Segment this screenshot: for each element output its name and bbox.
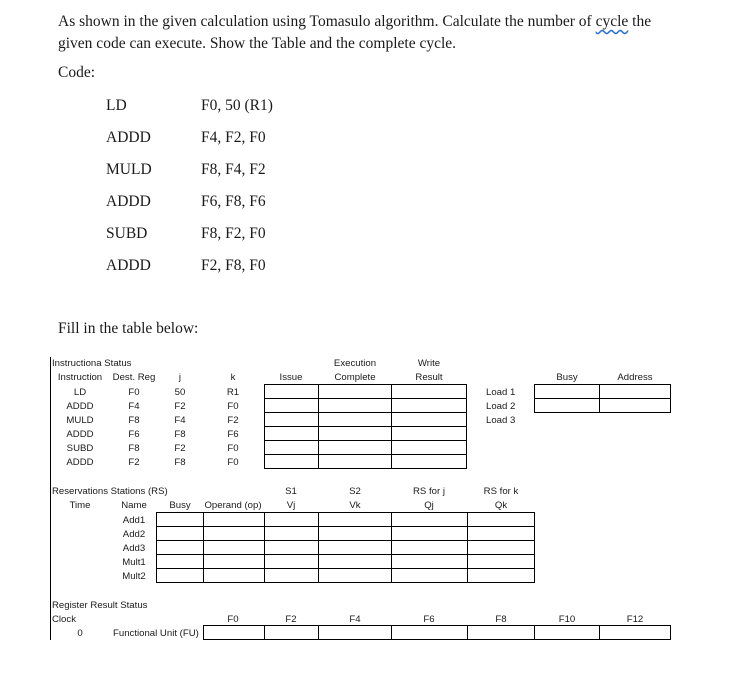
grid-divider [391,512,392,583]
clock-label: Clock [52,614,76,625]
instr-dest: F2 [128,457,140,468]
code-args: F8, F4, F2 [201,161,266,178]
write-header-bottom: Result [415,372,443,383]
grid-divider [467,625,468,640]
functional-unit-label: Functional Unit (FU) [113,628,199,639]
question-text: As shown in the given calculation using Tomasulo algorithm. Calculate the number of [58,13,596,30]
grid-divider [534,625,535,640]
rs-name: Mult1 [122,557,146,568]
grid-divider [318,625,319,640]
register-header: F8 [495,614,507,625]
grid-divider [599,625,600,640]
spellcheck-underlined-word: cycle [595,13,629,30]
instr-j: F2 [174,443,186,454]
grid-divider [391,625,392,640]
grid-divider [318,512,319,583]
register-result-title: Register Result Status [52,600,148,611]
code-args: F0, 50 (R1) [201,97,273,114]
instr-dest: F8 [128,443,140,454]
clock-value: 0 [77,628,83,639]
rs-name: Add2 [122,529,146,540]
rsk-header-top: RS for k [483,486,519,497]
instr-j: F2 [174,401,186,412]
busy-header: Busy [169,500,191,511]
instr-name: SUBD [66,443,94,454]
code-op: MULD [106,161,152,178]
code-args: F8, F2, F0 [201,225,266,242]
k-header: k [230,372,236,383]
instruction-status-title: Instructiona Status [52,358,132,369]
reservation-stations-title: Reservations Stations (RS) [52,486,168,497]
instr-k: F6 [227,429,239,440]
code-op: ADDD [106,129,151,146]
load-address-header: Address [617,372,653,383]
instr-j: F8 [174,429,186,440]
name-header: Name [121,500,147,511]
rsj-header-top: RS for j [413,486,445,497]
register-header: F6 [423,614,435,625]
rs-name: Add3 [122,543,146,554]
s1-header-top: S1 [285,486,297,497]
load-buffer-label: Load 1 [486,387,516,398]
register-header: F12 [626,614,644,625]
instruction-header: Instruction [57,372,103,383]
issue-header: Issue [279,372,303,383]
grid-divider [264,512,265,583]
rs-name: Mult2 [122,571,146,582]
instr-name: ADDD [66,401,94,412]
code-args: F2, F8, F0 [201,257,266,274]
grid-row-line [156,540,535,541]
instr-dest: F8 [128,415,140,426]
grid-row-line [264,398,467,399]
load-buffer-label: Load 3 [486,415,516,426]
exec-header-bottom: Complete [334,372,376,383]
code-op: SUBD [106,225,148,242]
instr-dest: F6 [128,429,140,440]
register-header: F10 [558,614,576,625]
instr-dest: F4 [128,401,140,412]
instr-name: MULD [66,415,94,426]
j-header: j [178,372,182,383]
instr-j: F8 [174,457,186,468]
code-args: F4, F2, F0 [201,129,266,146]
instr-j: F4 [174,415,186,426]
reservation-stations-grid[interactable] [156,512,535,583]
instr-k: F0 [227,457,239,468]
write-header-top: Write [417,358,441,369]
qj-header: Qj [424,500,434,511]
question-line-1 [58,11,651,33]
instr-k: R1 [226,387,240,398]
grid-row-line [156,554,535,555]
register-header: F0 [227,614,239,625]
grid-row-line [156,568,535,569]
instr-k: F2 [227,415,239,426]
grid-row-line [264,426,467,427]
load-buffer-label: Load 2 [486,401,516,412]
fill-instruction: Fill in the table below: [58,320,199,337]
question-line-2: given code can execute. Show the Table and the complete cycle. [58,35,457,52]
code-op: ADDD [106,193,151,210]
s2-header-top: S2 [349,486,361,497]
load-busy-header: Busy [556,372,578,383]
qk-header: Qk [494,500,508,511]
instr-k: F0 [227,401,239,412]
dest-header: Dest. Reg [112,372,156,383]
code-args: F6, F8, F6 [201,193,266,210]
grid-row-line [534,398,671,399]
vk-header: Vk [349,500,361,511]
grid-divider [467,512,468,583]
grid-row-line [156,526,535,527]
rs-name: Add1 [122,515,146,526]
grid-divider [264,625,265,640]
register-header: F4 [349,614,361,625]
register-result-grid[interactable] [203,625,671,640]
exec-header-top: Execution [333,358,377,369]
vj-header: Vj [286,500,296,511]
instr-k: F0 [227,443,239,454]
grid-row-line [264,440,467,441]
sheet-left-border [50,357,51,640]
instr-name: ADDD [66,457,94,468]
time-header: Time [69,500,91,511]
question-text-end: the [628,13,652,30]
code-op: ADDD [106,257,151,274]
grid-divider [203,512,204,583]
instr-name: LD [73,387,87,398]
code-op: LD [106,97,127,114]
instr-j: 50 [174,387,186,398]
register-header: F2 [285,614,297,625]
grid-row-line [264,454,467,455]
grid-row-line [264,412,467,413]
code-label: Code: [58,64,96,81]
op-header: Operand (op) [204,500,262,511]
instr-name: ADDD [66,429,94,440]
instr-dest: F0 [128,387,140,398]
